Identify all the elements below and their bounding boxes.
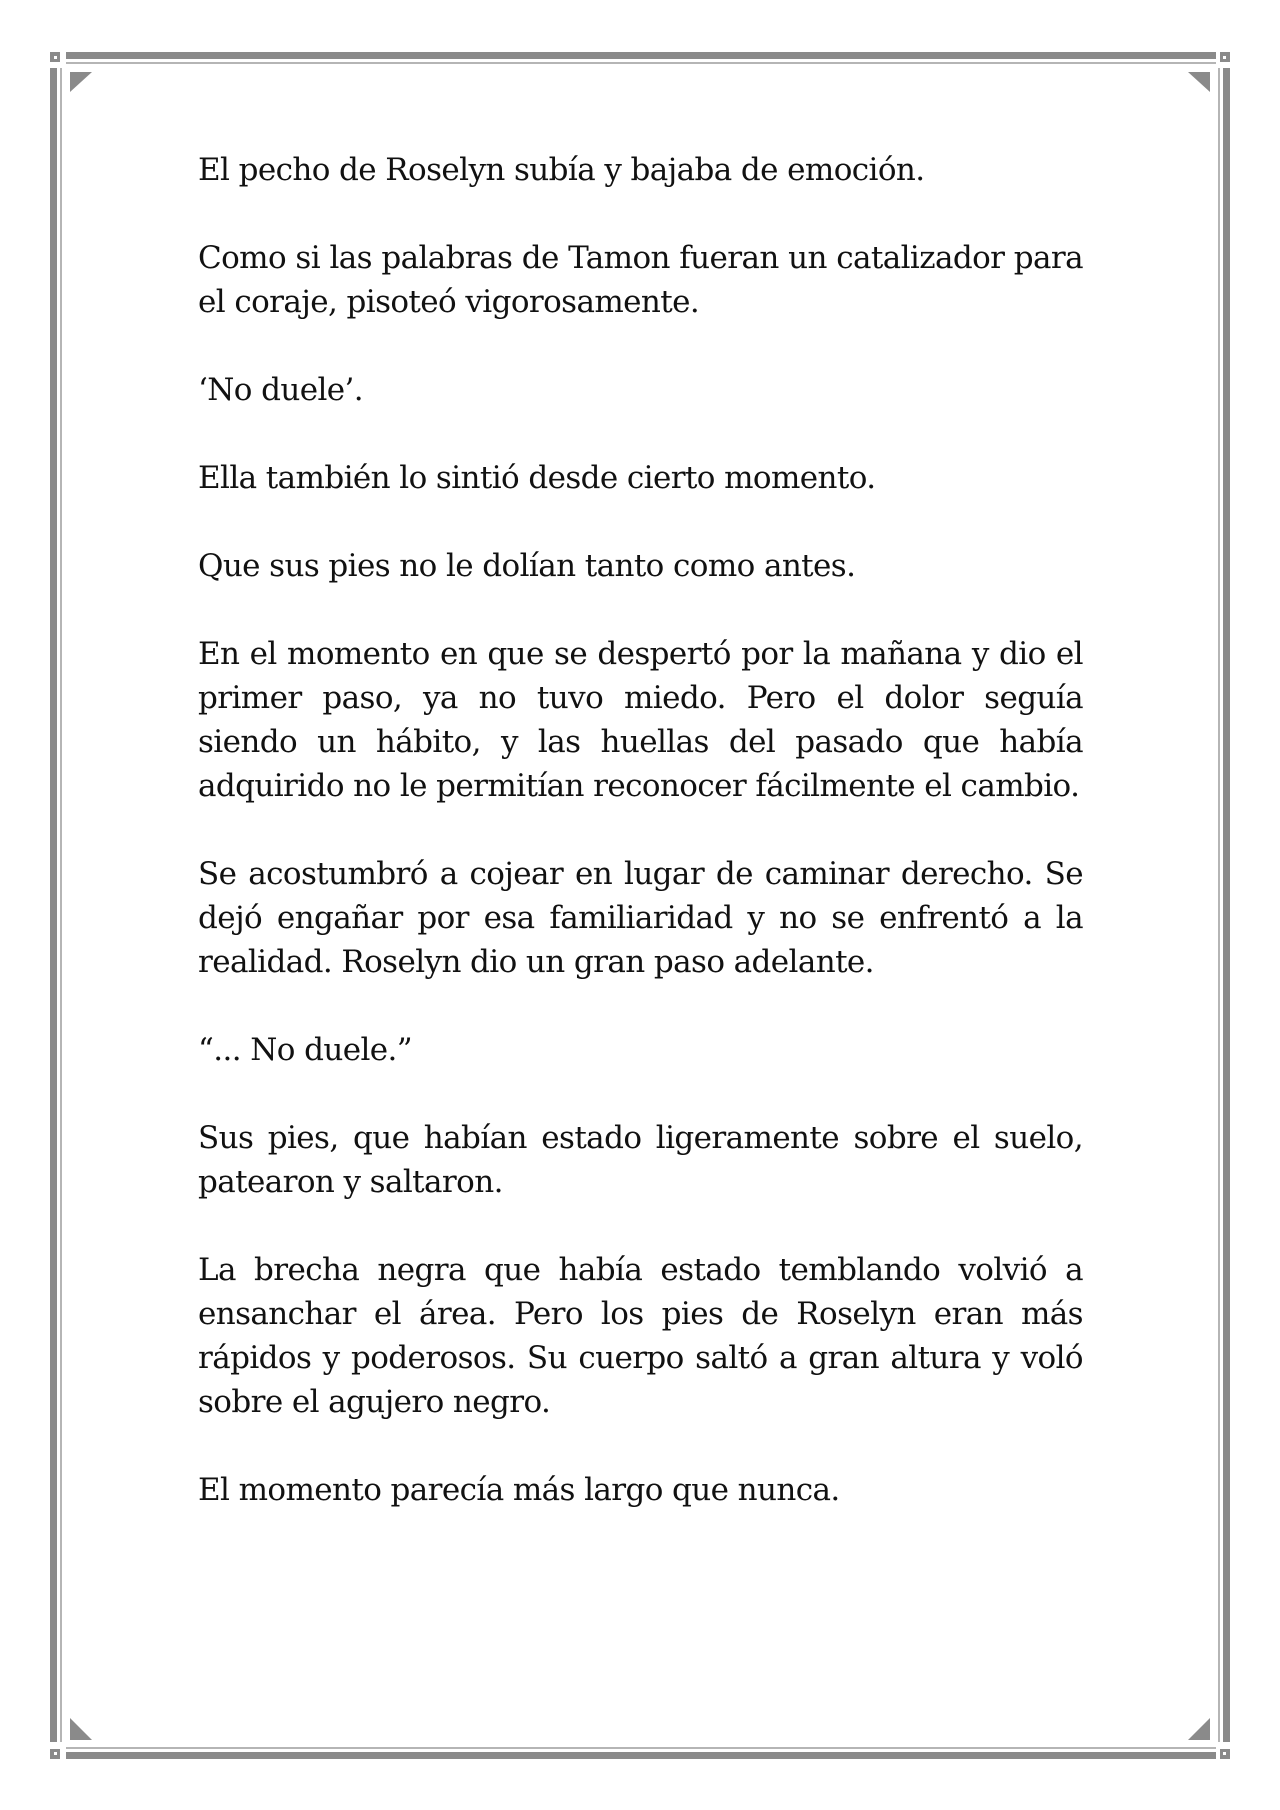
paragraph: Sus pies, que habían estado ligeramente sobre el suelo, patearon y saltaron. [198,1120,1083,1200]
paragraph: El pecho de Roselyn subía y bajaba de emoción. [198,152,925,188]
paragraph: En el momento en que se despertó por la mañana y dio el primer paso, ya no tuvo miedo. Pero el dolor seguía siendo un hábito, y las huellas del pasado que había adquirido no le permitían reconocer fácilmente el cambio. [198,636,1083,804]
paragraph: Como si las palabras de Tamon fueran un catalizador para el coraje, pisoteó vigorosamente. [198,240,1083,320]
paragraph: Que sus pies no le dolían tanto como antes. [198,548,856,584]
paragraph: Ella también lo sintió desde cierto momento. [198,460,876,496]
paragraph: El momento parecía más largo que nunca. [198,1472,840,1508]
document-body [198,148,1083,1556]
paragraph: Se acostumbró a cojear en lugar de caminar derecho. Se dejó engañar por esa familiaridad y no se enfrentó a la realidad. Roselyn dio un gran paso adelante. [198,856,1083,980]
paragraph: “... No duele.” [198,1032,413,1068]
paragraph: La brecha negra que había estado temblando volvió a ensanchar el área. Pero los pies de Roselyn eran más rápidos y poderosos. Su cuerpo saltó a gran altura y voló sobre el agujero negro. [198,1252,1083,1420]
paragraph: ‘No duele’. [198,372,364,408]
